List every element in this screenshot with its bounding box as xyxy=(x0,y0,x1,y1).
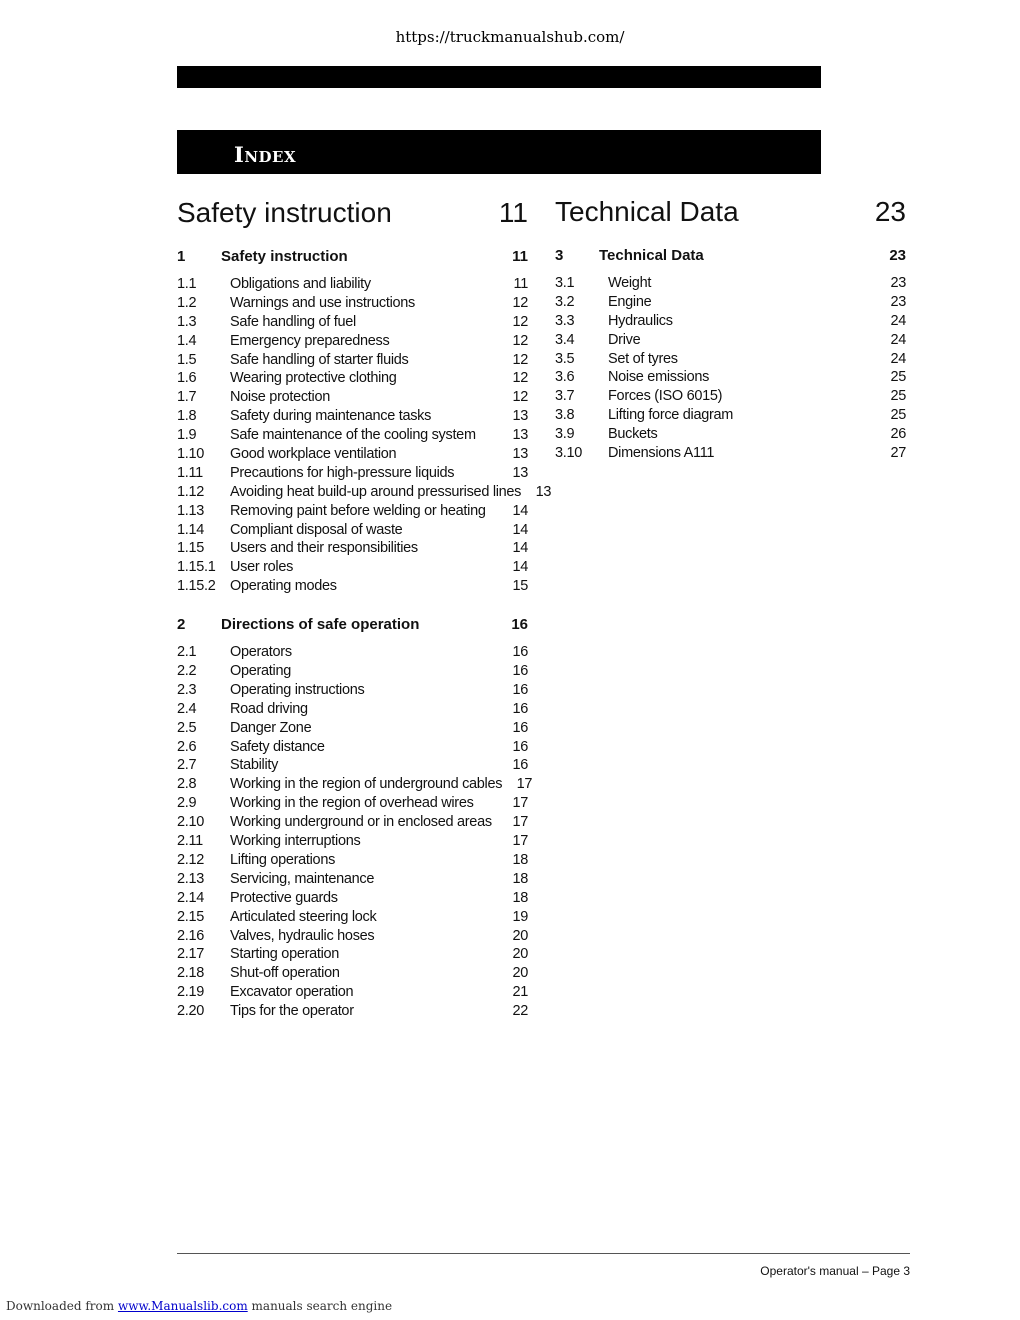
toc-entry-page: 20 xyxy=(512,927,528,944)
toc-entry-title: Noise emissions xyxy=(608,369,710,386)
toc-entry-title: Drive xyxy=(608,331,641,348)
toc-entry-page: 27 xyxy=(890,445,906,462)
toc-entry-title: Lifting force diagram xyxy=(608,407,734,424)
toc-entry-title: Excavator operation xyxy=(230,984,354,1001)
toc-entry-num: 3.1 xyxy=(555,275,575,291)
toc-entry[interactable] xyxy=(177,464,528,483)
toc-entry-num: 2.13 xyxy=(177,870,205,887)
chapter-num: 3 xyxy=(555,247,564,264)
section-heading-page: 23 xyxy=(874,196,906,227)
toc-entry-title: Working interruptions xyxy=(230,833,361,850)
toc-entry-title: Compliant disposal of waste xyxy=(230,521,403,538)
toc-entry-title: Protective guards xyxy=(230,889,338,906)
toc-entry-title: Users and their responsibilities xyxy=(230,540,418,557)
toc-entry-num: 1.15.1 xyxy=(177,559,216,576)
toc-entry-title: Avoiding heat build-up around pressurised lines xyxy=(230,483,522,500)
toc-entry-num: 2.6 xyxy=(177,738,197,755)
toc-entry[interactable] xyxy=(555,350,906,369)
chapter-list xyxy=(555,246,906,463)
section-heading xyxy=(177,196,528,242)
toc-entry-num: 3.2 xyxy=(555,293,575,310)
toc-entry-num: 3.10 xyxy=(555,445,583,462)
chapter-page: 16 xyxy=(511,616,528,634)
toc-entry[interactable] xyxy=(177,521,528,540)
toc-entry-page: 14 xyxy=(512,540,528,557)
toc-entry-num: 1.3 xyxy=(177,313,197,330)
toc-entry-page: 14 xyxy=(512,521,528,538)
manualslib-link[interactable]: www.Manualslib.com xyxy=(117,1299,248,1313)
toc-entry-title: Buckets xyxy=(608,426,658,443)
toc-entry[interactable] xyxy=(177,964,528,983)
toc-entry-num: 2.3 xyxy=(177,681,197,698)
toc-entry[interactable] xyxy=(555,293,906,312)
toc-entry-num: 2.10 xyxy=(177,814,205,831)
toc-entry-title: Removing paint before welding or heating xyxy=(230,502,486,519)
toc-entry-title: Forces (ISO 6015) xyxy=(608,388,723,405)
toc-entry-title: Good workplace ventilation xyxy=(230,446,397,463)
toc-entry-num: 2.15 xyxy=(177,908,205,925)
toc-entry[interactable] xyxy=(177,927,528,946)
chapter-title: Technical Data xyxy=(599,247,704,264)
toc-entry-title: Operating instructions xyxy=(230,681,365,698)
toc-entry-page: 17 xyxy=(516,776,533,793)
toc-entry-title: Wearing protective clothing xyxy=(230,370,397,387)
header-bar xyxy=(177,66,821,88)
toc-entry-page: 16 xyxy=(512,719,528,736)
chapter-spacer xyxy=(177,596,528,610)
toc-entry-title: Servicing, maintenance xyxy=(230,870,375,887)
toc-entry[interactable] xyxy=(177,369,528,388)
toc-entry-title: Tips for the operator xyxy=(230,1003,354,1020)
toc-entry[interactable] xyxy=(177,908,528,927)
toc-entry-title: Valves, hydraulic hoses xyxy=(230,927,375,944)
toc-entry-page: 23 xyxy=(890,293,906,310)
page-footer: Operator's manual – Page 3 xyxy=(760,1264,910,1278)
toc-entry-num: 1.8 xyxy=(177,408,197,425)
toc-entry-title: Noise protection xyxy=(230,389,330,406)
toc-entry-page: 24 xyxy=(890,350,906,367)
index-title: Index xyxy=(234,142,297,167)
toc-entry-page: 20 xyxy=(512,946,528,963)
toc-entry-page: 24 xyxy=(890,331,906,348)
toc-entry-num: 1.2 xyxy=(177,294,197,311)
toc-entry[interactable] xyxy=(177,426,528,445)
toc-entry-num: 3.8 xyxy=(555,407,575,424)
toc-entry-page: 14 xyxy=(512,502,528,519)
toc-entry-num: 2.17 xyxy=(177,946,205,963)
toc-entry[interactable] xyxy=(555,331,906,350)
chapter-list xyxy=(177,247,552,1021)
toc-entry-num: 1.15.2 xyxy=(177,578,216,595)
toc-entry-page: 13 xyxy=(535,483,552,500)
toc-entry-page: 12 xyxy=(512,389,528,406)
toc-entry[interactable] xyxy=(555,406,906,425)
toc-entry-num: 2.14 xyxy=(177,889,205,906)
toc-entry-page: 18 xyxy=(512,870,528,887)
toc-right-column xyxy=(555,195,906,463)
section-heading xyxy=(555,195,906,241)
toc-entry[interactable] xyxy=(177,983,528,1002)
toc-entry-num: 2.19 xyxy=(177,984,205,1001)
toc-entry-num: 3.9 xyxy=(555,426,575,443)
toc-entry-page: 16 xyxy=(512,738,528,755)
toc-entry-num: 2.12 xyxy=(177,851,205,868)
toc-entry[interactable] xyxy=(177,294,528,313)
toc-entry-num: 1.11 xyxy=(177,464,203,481)
toc-entry[interactable] xyxy=(177,719,528,738)
toc-entry-num: 1.9 xyxy=(177,427,197,444)
toc-entry-num: 3.5 xyxy=(555,350,575,367)
toc-entry[interactable] xyxy=(177,577,528,596)
toc-entry[interactable] xyxy=(555,312,906,331)
toc-entry[interactable] xyxy=(177,332,528,351)
toc-entry[interactable] xyxy=(177,813,528,832)
toc-entry[interactable] xyxy=(555,387,906,406)
toc-entry-page: 11 xyxy=(513,276,528,292)
toc-entry-title: Working in the region of underground cables xyxy=(230,776,503,793)
toc-entry-num: 2.9 xyxy=(177,795,197,812)
toc-entry-page: 13 xyxy=(512,464,528,481)
toc-entry-page: 17 xyxy=(512,795,528,812)
toc-entry-num: 2.18 xyxy=(177,965,205,982)
toc-entry-num: 1.13 xyxy=(177,502,205,519)
toc-entry-title: Operating xyxy=(230,663,291,680)
toc-entry-page: 12 xyxy=(512,351,528,368)
header-url: https://truckmanualshub.com/ xyxy=(395,28,625,46)
toc-entry-num: 2.16 xyxy=(177,927,205,944)
chapter-page: 23 xyxy=(889,247,906,264)
toc-entry[interactable] xyxy=(177,313,528,332)
toc-entry[interactable] xyxy=(177,407,528,426)
toc-entry-page: 23 xyxy=(890,275,906,291)
section-heading-title: Technical Data xyxy=(555,196,739,227)
toc-entry-title: Hydraulics xyxy=(608,312,673,329)
toc-entry-num: 2.4 xyxy=(177,700,197,717)
toc-entry-page: 26 xyxy=(890,426,906,443)
toc-entry-title: Warnings and use instructions xyxy=(230,294,415,311)
toc-entry[interactable] xyxy=(177,794,528,813)
toc-entry-title: Articulated steering lock xyxy=(230,908,377,925)
toc-entry-page: 25 xyxy=(890,369,906,386)
toc-entry-page: 16 xyxy=(512,700,528,717)
toc-entry-num: 2.7 xyxy=(177,757,197,774)
toc-entry-title: Set of tyres xyxy=(608,350,678,367)
chapter-num: 2 xyxy=(177,616,186,634)
toc-entry-page: 16 xyxy=(512,757,528,774)
toc-entry[interactable] xyxy=(177,662,528,681)
toc-entry-title: Emergency preparedness xyxy=(230,332,390,349)
toc-entry-title: Precautions for high-pressure liquids xyxy=(230,464,455,481)
toc-entry-page: 22 xyxy=(512,1003,528,1020)
toc-entry-title: Weight xyxy=(608,275,652,291)
toc-entry[interactable] xyxy=(177,643,528,662)
toc-entry[interactable] xyxy=(177,756,528,775)
toc-entry-title: Safety distance xyxy=(230,738,325,755)
toc-entry[interactable] xyxy=(177,700,528,719)
toc-entry-num: 2.2 xyxy=(177,663,197,680)
toc-entry-num: 1.10 xyxy=(177,446,205,463)
toc-entry[interactable] xyxy=(177,388,528,407)
chapter-num: 1 xyxy=(177,248,186,265)
toc-entry-page: 16 xyxy=(512,681,528,698)
toc-entry-title: Operators xyxy=(230,644,292,661)
toc-entry[interactable] xyxy=(177,945,528,964)
toc-entry-page: 18 xyxy=(512,851,528,868)
chapter-heading[interactable] xyxy=(177,615,528,635)
toc-entry-page: 25 xyxy=(890,388,906,405)
chapter-title: Directions of safe operation xyxy=(221,616,420,634)
toc-entry-num: 1.12 xyxy=(177,483,205,500)
toc-entry-page: 19 xyxy=(512,908,528,925)
section-heading-page: 11 xyxy=(498,197,528,228)
toc-entry[interactable] xyxy=(177,738,528,757)
download-suffix: manuals search engine xyxy=(251,1299,393,1313)
toc-entry[interactable] xyxy=(177,775,533,794)
toc-entry-page: 16 xyxy=(512,663,528,680)
chapter-heading[interactable] xyxy=(177,247,528,267)
toc-entry[interactable] xyxy=(177,502,528,521)
toc-entry-title: Safe maintenance of the cooling system xyxy=(230,427,476,444)
toc-entry-page: 17 xyxy=(512,814,528,831)
toc-entry[interactable] xyxy=(177,1002,528,1021)
toc-entry-num: 2.8 xyxy=(177,776,197,793)
toc-entry-title: Engine xyxy=(608,293,652,310)
toc-entry-num: 2.11 xyxy=(177,833,203,850)
toc-entry-page: 20 xyxy=(512,965,528,982)
toc-entry-title: Danger Zone xyxy=(230,719,312,736)
toc-entry[interactable] xyxy=(555,274,906,293)
toc-entry-num: 3.7 xyxy=(555,388,575,405)
toc-entry-num: 2.1 xyxy=(177,644,197,661)
toc-entry-page: 12 xyxy=(512,332,528,349)
toc-entry[interactable] xyxy=(177,483,552,502)
toc-entry-title: Lifting operations xyxy=(230,851,336,868)
toc-entry-num: 1.1 xyxy=(177,276,197,292)
toc-entry[interactable] xyxy=(177,681,528,700)
toc-entry[interactable] xyxy=(177,889,528,908)
footer-rule xyxy=(177,1253,910,1254)
download-prefix: Downloaded from xyxy=(6,1299,115,1313)
toc-entry-num: 3.6 xyxy=(555,369,575,386)
toc-entry-num: 1.14 xyxy=(177,521,205,538)
toc-entry-num: 3.3 xyxy=(555,312,575,329)
chapter-page: 11 xyxy=(512,248,528,265)
toc-entry[interactable] xyxy=(555,368,906,387)
download-notice xyxy=(6,1299,392,1313)
toc-entry-num: 2.20 xyxy=(177,1003,205,1020)
toc-entry-num: 3.4 xyxy=(555,331,575,348)
toc-entry-page: 12 xyxy=(512,294,528,311)
toc-entry-page: 14 xyxy=(512,559,528,576)
chapter-heading[interactable] xyxy=(555,246,906,266)
toc-entry-page: 24 xyxy=(890,312,906,329)
toc-entry-title: User roles xyxy=(230,559,294,576)
toc-entry[interactable] xyxy=(177,539,528,558)
toc-entry-title: Operating modes xyxy=(230,578,337,595)
toc-entry[interactable] xyxy=(177,558,528,577)
toc-entry-page: 12 xyxy=(512,313,528,330)
toc-entry-title: Safe handling of starter fluids xyxy=(230,351,409,368)
toc-entry-title: Safe handling of fuel xyxy=(230,313,356,330)
toc-entry-page: 15 xyxy=(512,578,528,595)
toc-entry-page: 13 xyxy=(512,446,528,463)
toc-entry-title: Shut-off operation xyxy=(230,965,340,982)
toc-entry-title: Safety during maintenance tasks xyxy=(230,408,432,425)
toc-entry[interactable] xyxy=(177,870,528,889)
toc-entry-num: 2.5 xyxy=(177,719,197,736)
toc-entry-title: Working underground or in enclosed areas xyxy=(230,814,492,831)
toc-entry-num: 1.5 xyxy=(177,351,197,368)
toc-entry[interactable] xyxy=(177,851,528,870)
toc-left-column xyxy=(177,196,552,1021)
toc-entry-page: 16 xyxy=(512,644,528,661)
toc-entry-page: 12 xyxy=(512,370,528,387)
toc-entry-page: 21 xyxy=(512,984,528,1001)
section-heading-title: Safety instruction xyxy=(177,197,392,228)
toc-entry-page: 25 xyxy=(890,407,906,424)
toc-entry-title: Road driving xyxy=(230,700,308,717)
toc-entry-title: Dimensions A111 xyxy=(608,445,715,462)
toc-entry[interactable] xyxy=(177,832,528,851)
toc-entry-title: Stability xyxy=(230,757,279,774)
chapter-title: Safety instruction xyxy=(221,248,348,265)
toc-entry-page: 18 xyxy=(512,889,528,906)
toc-entry-num: 1.6 xyxy=(177,370,197,387)
toc-entry[interactable] xyxy=(177,445,528,464)
toc-entry[interactable] xyxy=(177,275,528,294)
toc-entry-title: Starting operation xyxy=(230,946,340,963)
toc-entry-num: 1.4 xyxy=(177,332,197,349)
toc-entry[interactable] xyxy=(177,351,528,370)
toc-entry-num: 1.15 xyxy=(177,540,205,557)
toc-entry-num: 1.7 xyxy=(177,389,197,406)
toc-entry-page: 17 xyxy=(512,833,528,850)
toc-entry-page: 13 xyxy=(512,408,528,425)
toc-entry[interactable] xyxy=(555,425,906,444)
toc-entry-page: 13 xyxy=(512,427,528,444)
toc-entry-title: Obligations and liability xyxy=(230,276,371,292)
toc-entry-title: Working in the region of overhead wires xyxy=(230,795,474,812)
toc-entry[interactable] xyxy=(555,444,906,463)
